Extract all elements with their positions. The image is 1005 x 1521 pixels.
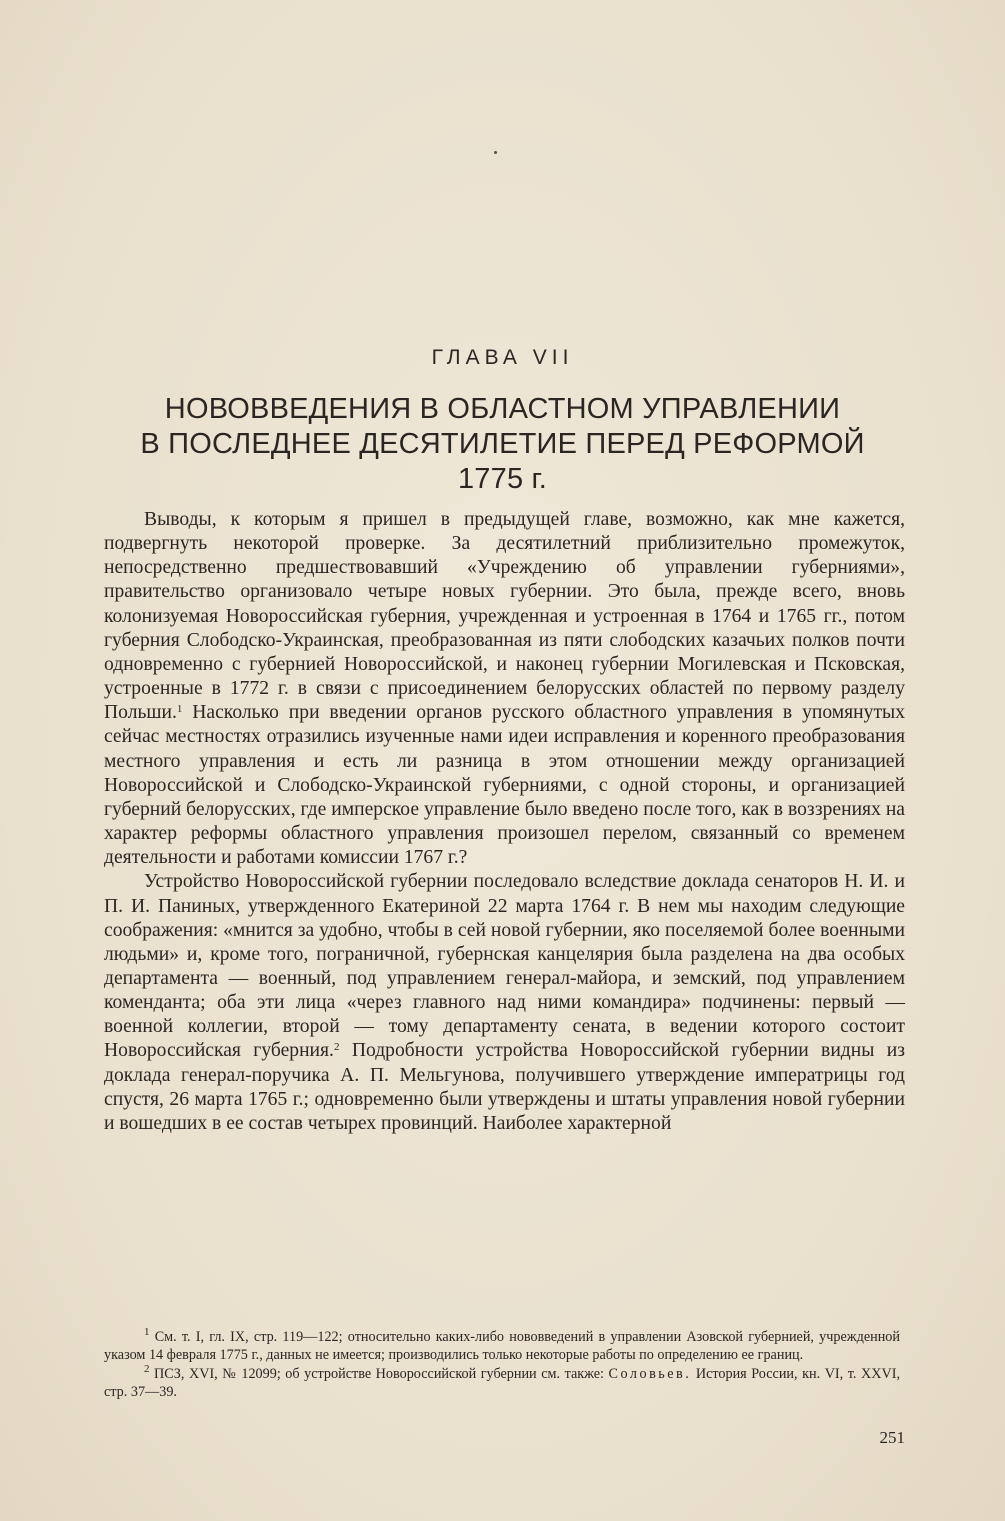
paragraph-1 <box>104 508 905 870</box>
footnote-2-text-b: История России, кн. VI, т. XXVI, стр. 37—39. <box>104 1365 900 1401</box>
speck-mark <box>494 151 497 154</box>
main-text <box>104 508 905 1136</box>
chapter-title-line-1: НОВОВВЕДЕНИЯ В ОБЛАСТНОМ УПРАВЛЕНИИ <box>164 393 841 425</box>
footnote-1-text: См. т. I, гл. IX, стр. 119—122; относительно каких-либо нововведений в управлении Азовской губернией, учрежденной указом 14 февраля 1775 г., данных не имеется; производились только некоторые работы по определению ее границ. <box>104 1329 900 1364</box>
footnote-2-text-a: ПСЗ, XVI, № 12099; об устройстве Новороссийской губернии см. также: <box>149 1365 609 1382</box>
footnote-2 <box>104 1362 900 1402</box>
footnote-1 <box>104 1328 900 1365</box>
chapter-title-line-3: 1775 г. <box>457 463 548 495</box>
chapter-title-line-2: В ПОСЛЕДНЕЕ ДЕСЯТИЛЕТИЕ ПЕРЕД РЕФОРМОЙ <box>140 428 865 460</box>
paragraph-2-part-a: Устройство Новороссийской губернии последовало вследствие доклада сенаторов Н. И. и П. И. Паниных, утвержденного Екатериной 22 марта 1764 г. В нем мы находим следующие соображения: «мнится за удобно, чтобы в сей новой губернии, яко поселяемой более военными людьми» и, кроме того, пограничной, губернская канцелярия была разделена на два особых департамента — военный, под управлением генерал-майора, и земский, под управлением коменданта; оба эти лица «через главного над ними командира» подчинены: первый — военной коллегии, второй — тому департаменту сената, в ведении которого состоит Новороссийская губерния. <box>104 871 905 1062</box>
footnote-2-marker: 2 <box>144 1362 150 1375</box>
paragraph-1-part-b: Насколько при введении органов русского областного управления в упомянутых сейчас местностях отразились изученные нами идеи исправления и коренного преобразования местного управления и есть ли разница в этом отношении между организацией Новороссийской и Слободско-Украинской губерниями, с одной стороны, и организацией губерний белорусских, где имперское управление было введено после того, как в воззрениях на характер реформы областного управления произошел перелом, связанный со временем деятельности и работами комиссии 1767 г.? <box>104 702 905 869</box>
paragraph-2-part-b: Подробности устройства Новороссийской губернии видны из доклада генерал-поручика А. П. Мельгунова, получившего утверждение императрицы год спустя, 26 марта 1765 г.; одновременно были утверждены и штаты управления новой губернии и вошедших в ее состав четырех провинций. Наиболее характерной <box>104 1040 906 1134</box>
paragraph-1-part-a: Выводы, к которым я пришел в предыдущей главе, возможно, как мне кажется, подвергнуть некоторой проверке. За десятилетний приблизительно промежуток, непосредственно предшествовавший «Учреждению об управлении губерниями», правительство организовало четыре новых губернии. Это была, прежде всего, вновь колонизуемая Новороссийская губерния, учрежденная и устроенная в 1764 и 1765 гг., потом губерния Слободско-Украинская, преобразованная из пяти слободских казачьих полков почти одновременно с губернией Новороссийской, и наконец губернии Могилевская и Псковская, устроенные в 1772 г. в связи с присоединением белорусских областей по первому разделу Польши. <box>104 509 905 724</box>
footnote-ref-1: 1 <box>176 703 183 716</box>
footnotes <box>104 1328 900 1402</box>
chapter-label: ГЛАВА VII <box>431 346 574 369</box>
paragraph-2 <box>104 870 905 1136</box>
footnote-1-marker: 1 <box>144 1326 150 1338</box>
page-number: 251 <box>879 1428 905 1447</box>
footnote-ref-2: 2 <box>333 1041 340 1054</box>
footnote-2-author: Соловьев. <box>608 1365 692 1382</box>
chapter-title <box>100 392 905 497</box>
